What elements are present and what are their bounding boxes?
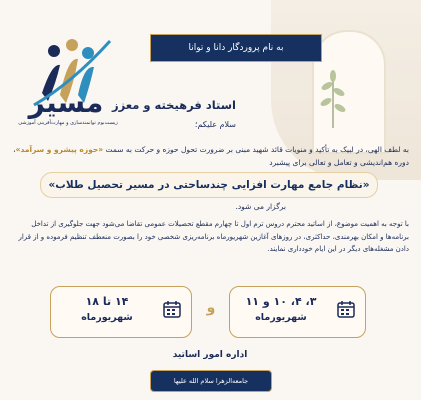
intro-text-a: به لطف الهی، در لبیک به تأکید و منویات قائد شهید مبنی بر ضرورت تحول حوزه و حرکت به سمت — [105, 145, 409, 154]
conjunction: و — [206, 300, 216, 316]
second-date-month: شهریورماه — [81, 312, 133, 323]
second-date-days: ۱۴ تا ۱۸ — [85, 295, 129, 308]
intro-paragraph — [11, 143, 409, 169]
date-card-first — [229, 286, 366, 338]
organization-banner: جامعه‌الزهرا سلام الله علیها — [150, 370, 272, 392]
field-name: «حوزه پیشرو و سرآمد» — [15, 145, 104, 154]
plant-icon — [315, 58, 351, 128]
header-banner: به نام پروردگار دانا و توانا — [150, 34, 322, 62]
request-paragraph: با توجه به اهمیت موضوع، از اساتید محترم دروس ترم اول تا چهارم مقطع تحصیلات عمومی تقاضا می‌شود جهت جلوگیری از تداخل برنامه‌ها و امکان بهرمندی، حداکثری، در روزهای آغازین شهریورماه برنامه‌ریزی شخصی خود را بصورت منعطف تنظیم فرموده و از قرار دادن مشغله‌های دیگر در این ایام خودداری نمایند. — [18, 220, 409, 253]
calendar-icon — [163, 300, 181, 318]
sender-name: اداره امور اساتید — [172, 350, 248, 360]
logo-tagline: زیست‌بوم توانمندسازی و مهارت‌آفرینی آموزشی — [18, 120, 118, 126]
intro-text-b: ، دوره هم‌اندیشی و تعامل و تعالی برای پیشبرد — [13, 145, 409, 167]
logo-name: مسیر — [28, 86, 104, 119]
calendar-icon — [337, 300, 355, 318]
course-headline: «نظام جامع مهارت افزایی چندساحتی در مسیر تحصیل طلاب» — [48, 179, 370, 191]
held-note: برگزار می شود. — [235, 202, 286, 211]
letter-title: استاد فرهیخته و معزز — [111, 98, 236, 112]
date-card-second — [50, 286, 192, 338]
headline-box — [40, 172, 378, 198]
first-date-month: شهریورماه — [255, 312, 307, 323]
greeting: سلام علیکم؛ — [194, 120, 236, 129]
first-date-days: ۳، ۴، ۱۰ و ۱۱ — [245, 295, 317, 308]
